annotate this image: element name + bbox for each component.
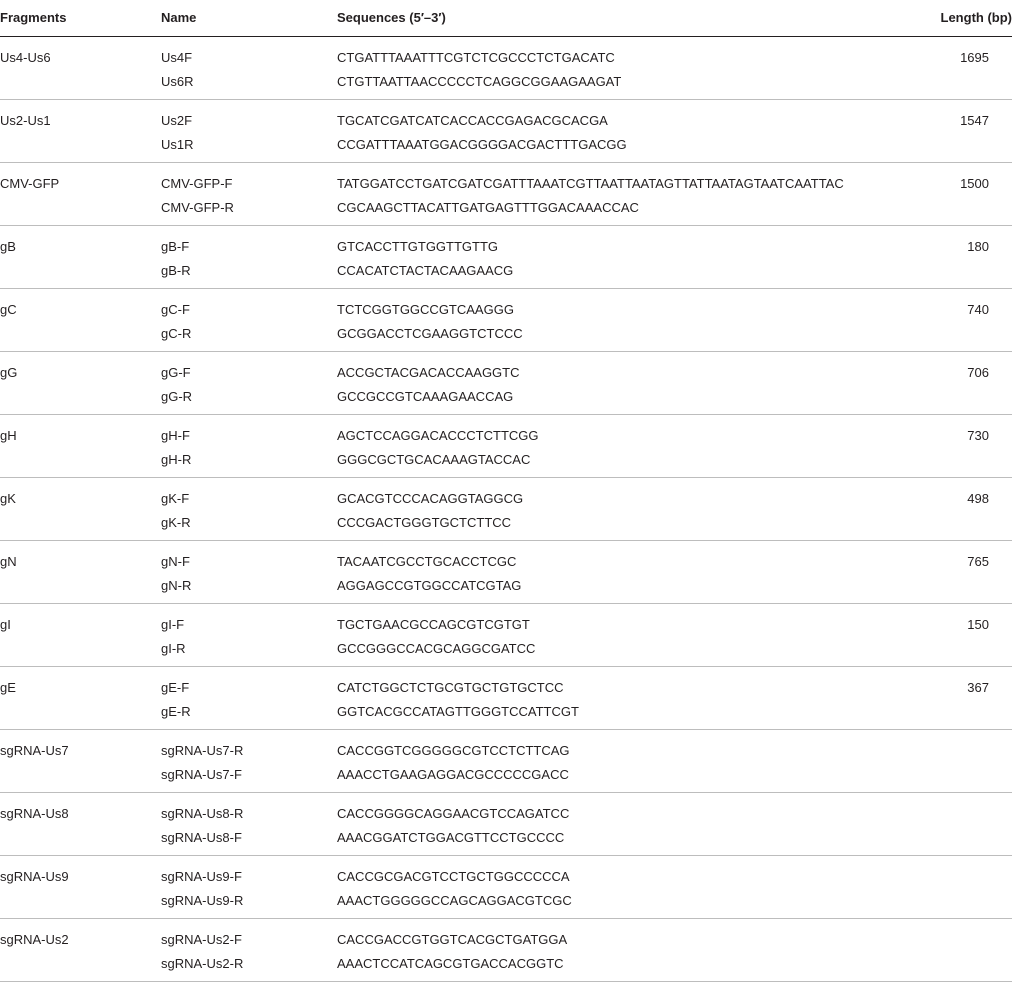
primer-name-cell (161, 36, 337, 99)
header-length: Length (bp) (922, 0, 1012, 36)
fragment-cell (0, 414, 161, 477)
primer-sequence-2: CTGTTAATTAACCCCCTCAGGCGGAAGAAGAT (337, 73, 622, 89)
primer-sequence-2: AAACTGGGGGCCAGCAGGACGTCGC (337, 892, 572, 908)
fragment-cell (0, 918, 161, 981)
primer-name-reverse: sgRNA-Us7-F (161, 766, 242, 782)
length-cell (922, 729, 1012, 792)
primer-name-cell (161, 918, 337, 981)
primer-sequence-1: CTGATTTAAATTTCGTCTCGCCCTCTGACATC (337, 49, 615, 65)
primer-name-cell (161, 855, 337, 918)
primer-name-reverse: Us1R (161, 136, 194, 152)
primer-sequence-2: CCCGACTGGGTGCTCTTCC (337, 514, 512, 530)
length-cell (922, 288, 1012, 351)
primer-name-cell (161, 477, 337, 540)
fragment-cell (0, 225, 161, 288)
sequence-cell (337, 792, 922, 855)
primer-name-reverse: sgRNA-Us9-R (161, 892, 244, 908)
fragment-cell (0, 603, 161, 666)
length-cell (922, 99, 1012, 162)
length-value: 180 (967, 238, 989, 254)
primer-name-cell (161, 288, 337, 351)
primer-name-reverse: gE-R (161, 703, 191, 719)
primer-name-cell (161, 225, 337, 288)
primer-sequence-2: CCACATCTACTACAAGAACG (337, 262, 514, 278)
header-sequences: Sequences (5′–3′) (337, 0, 922, 36)
primer-name-forward: gG-F (161, 364, 191, 380)
table-row (0, 288, 1012, 351)
sequence-cell (337, 225, 922, 288)
primer-name-cell (161, 414, 337, 477)
primer-name-forward: Us2F (161, 112, 193, 128)
primer-name-forward: sgRNA-Us2-F (161, 931, 242, 947)
sequence-cell (337, 162, 922, 225)
fragment-label: gK (0, 490, 16, 506)
primer-sequence-1: TCTCGGTGGCCGTCAAGGG (337, 301, 514, 317)
primer-name-cell (161, 351, 337, 414)
primer-sequence-1: CACCGGTCGGGGGCGTCCTCTTCAG (337, 742, 570, 758)
sequence-cell (337, 729, 922, 792)
sequence-cell (337, 540, 922, 603)
primer-sequence-1: CACCGGGGCAGGAACGTCCAGATCC (337, 805, 570, 821)
primer-sequence-1: TGCATCGATCATCACCACCGAGACGCACGA (337, 112, 608, 128)
primer-name-forward: gK-F (161, 490, 190, 506)
length-cell (922, 36, 1012, 99)
sequence-cell (337, 351, 922, 414)
header-name: Name (161, 0, 337, 36)
primer-name-cell (161, 666, 337, 729)
primer-sequence-2: CGCAAGCTTACATTGATGAGTTTGGACAAACCAC (337, 199, 639, 215)
primer-name-reverse: CMV-GFP-R (161, 199, 234, 215)
primer-name-forward: gC-F (161, 301, 190, 317)
table-row (0, 729, 1012, 792)
primer-name-cell (161, 792, 337, 855)
table-row (0, 792, 1012, 855)
length-value: 150 (967, 616, 989, 632)
fragment-label: Us4-Us6 (0, 49, 51, 65)
fragment-cell (0, 477, 161, 540)
primer-sequence-1: CACCGACCGTGGTCACGCTGATGGA (337, 931, 568, 947)
primer-name-cell (161, 162, 337, 225)
primer-sequence-2: GGGCGCTGCACAAAGTACCAC (337, 451, 531, 467)
primer-sequence-1: ACCGCTACGACACCAAGGTC (337, 364, 520, 380)
table-row (0, 36, 1012, 99)
primer-name-cell (161, 540, 337, 603)
table-row (0, 603, 1012, 666)
length-cell (922, 918, 1012, 981)
length-value: 1500 (960, 175, 989, 191)
table-row (0, 225, 1012, 288)
sequence-cell (337, 288, 922, 351)
fragment-label: gE (0, 679, 16, 695)
primer-sequence-2: GCCGCCGTCAAAGAACCAG (337, 388, 514, 404)
primer-name-reverse: gH-R (161, 451, 192, 467)
primer-name-forward: gH-F (161, 427, 190, 443)
fragment-label: gH (0, 427, 17, 443)
sequence-cell (337, 666, 922, 729)
primer-sequence-2: AAACTCCATCAGCGTGACCACGGTC (337, 955, 564, 971)
fragment-label: sgRNA-Us9 (0, 868, 69, 884)
length-value: 706 (967, 364, 989, 380)
sequence-cell (337, 477, 922, 540)
primer-name-reverse: sgRNA-Us8-F (161, 829, 242, 845)
length-cell (922, 666, 1012, 729)
sequence-cell (337, 918, 922, 981)
sequence-cell (337, 99, 922, 162)
table-row (0, 99, 1012, 162)
length-cell (922, 792, 1012, 855)
primer-sequence-1: CATCTGGCTCTGCGTGCTGTGCTCC (337, 679, 564, 695)
primer-name-forward: CMV-GFP-F (161, 175, 233, 191)
primer-sequence-2: GGTCACGCCATAGTTGGGTCCATTCGT (337, 703, 579, 719)
length-value (922, 739, 989, 763)
primer-sequence-2: AAACCTGAAGAGGACGCCCCCGACC (337, 766, 569, 782)
sequence-cell (337, 36, 922, 99)
length-value (922, 802, 989, 826)
primer-sequence-2: CCGATTTAAATGGACGGGGACGACTTTGACGG (337, 136, 627, 152)
fragment-cell (0, 540, 161, 603)
primer-name-cell (161, 603, 337, 666)
sequence-cell (337, 855, 922, 918)
primer-name-forward: gE-F (161, 679, 190, 695)
table-row (0, 477, 1012, 540)
length-value (922, 865, 989, 889)
length-value: 1695 (960, 49, 989, 65)
length-cell (922, 540, 1012, 603)
length-cell (922, 477, 1012, 540)
fragment-cell (0, 666, 161, 729)
table-row (0, 855, 1012, 918)
length-value (922, 928, 989, 952)
table-row (0, 918, 1012, 981)
fragment-label: CMV-GFP (0, 175, 60, 191)
fragment-cell (0, 36, 161, 99)
table-header (0, 0, 1012, 36)
fragment-label: gN (0, 553, 17, 569)
length-value: 740 (967, 301, 989, 317)
primer-name-forward: Us4F (161, 49, 193, 65)
fragment-label: gC (0, 301, 17, 317)
primer-name-forward: sgRNA-Us9-F (161, 868, 242, 884)
sequence-cell (337, 603, 922, 666)
fragment-label: gI (0, 616, 11, 632)
primer-sequence-2: GCGGACCTCGAAGGTCTCCC (337, 325, 523, 341)
primer-sequence-2: AGGAGCCGTGGCCATCGTAG (337, 577, 522, 593)
primer-sequence-1: TGCTGAACGCCAGCGTCGTGT (337, 616, 530, 632)
length-cell (922, 603, 1012, 666)
primer-name-reverse: gN-R (161, 577, 192, 593)
primer-sequence-1: AGCTCCAGGACACCCTCTTCGG (337, 427, 539, 443)
length-value: 498 (967, 490, 989, 506)
fragment-label: sgRNA-Us7 (0, 742, 69, 758)
fragment-cell (0, 288, 161, 351)
length-cell (922, 225, 1012, 288)
primer-sequence-1: GCACGTCCCACAGGTAGGCG (337, 490, 524, 506)
table-row (0, 666, 1012, 729)
fragment-label: gB (0, 238, 16, 254)
table-row (0, 351, 1012, 414)
table-body (0, 36, 1012, 981)
primer-name-forward: sgRNA-Us8-R (161, 805, 244, 821)
length-value: 765 (967, 553, 989, 569)
sequence-cell (337, 414, 922, 477)
fragment-label: Us2-Us1 (0, 112, 51, 128)
primer-name-forward: gN-F (161, 553, 190, 569)
fragment-label: sgRNA-Us2 (0, 931, 69, 947)
primer-name-cell (161, 729, 337, 792)
fragment-label: sgRNA-Us8 (0, 805, 69, 821)
fragment-cell (0, 162, 161, 225)
primer-name-forward: gI-F (161, 616, 185, 632)
primer-name-cell (161, 99, 337, 162)
primer-name-reverse: Us6R (161, 73, 194, 89)
length-value: 730 (967, 427, 989, 443)
primer-sequence-1: TATGGATCCTGATCGATCGATTTAAATCGTTAATTAATAGTTATTAATAGTAATCAATTAC (337, 175, 844, 191)
length-cell (922, 351, 1012, 414)
length-cell (922, 414, 1012, 477)
fragment-cell (0, 729, 161, 792)
primer-sequence-1: GTCACCTTGTGGTTGTTG (337, 238, 499, 254)
header-row (0, 0, 1012, 36)
fragment-cell (0, 99, 161, 162)
table-row (0, 162, 1012, 225)
length-cell (922, 162, 1012, 225)
primer-sequence-1: CACCGCGACGTCCTGCTGGCCCCCA (337, 868, 570, 884)
table-row (0, 540, 1012, 603)
fragment-cell (0, 855, 161, 918)
primer-name-forward: sgRNA-Us7-R (161, 742, 244, 758)
fragment-cell (0, 792, 161, 855)
primer-name-forward: gB-F (161, 238, 190, 254)
primer-sequence-2: AAACGGATCTGGACGTTCCTGCCCC (337, 829, 565, 845)
length-value: 367 (967, 679, 989, 695)
primer-name-reverse: sgRNA-Us2-R (161, 955, 244, 971)
table-row (0, 414, 1012, 477)
header-fragments: Fragments (0, 0, 161, 36)
primer-name-reverse: gI-R (161, 640, 186, 656)
fragment-label: gG (0, 364, 18, 380)
length-cell (922, 855, 1012, 918)
primer-name-reverse: gK-R (161, 514, 191, 530)
primer-name-reverse: gC-R (161, 325, 192, 341)
fragment-cell (0, 351, 161, 414)
length-value: 1547 (960, 112, 989, 128)
primer-name-reverse: gG-R (161, 388, 193, 404)
primer-sequence-1: TACAATCGCCTGCACCTCGC (337, 553, 517, 569)
primer-sequence-2: GCCGGGCCACGCAGGCGATCC (337, 640, 536, 656)
primer-name-reverse: gB-R (161, 262, 191, 278)
